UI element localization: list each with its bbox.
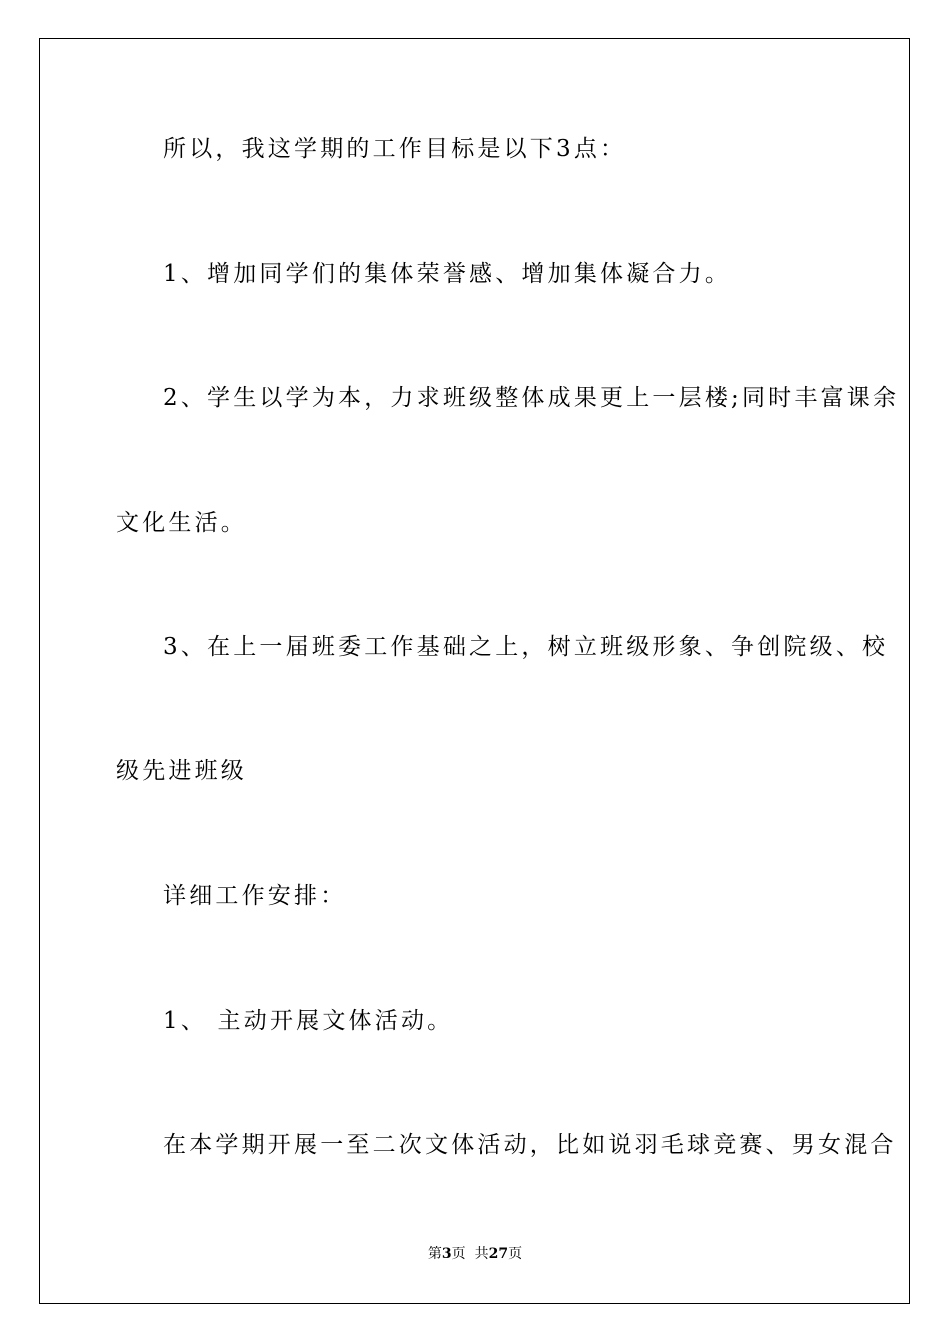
page-footer — [0, 1245, 950, 1263]
paragraph-goal-3: 3、在上一届班委工作基础之上，树立班级形象、争创院级、校 — [163, 634, 889, 660]
paragraph-goal-2-continued: 文化生活。 — [116, 510, 247, 536]
footer-page-mid: 页 共 — [451, 1246, 489, 1262]
paragraph-goal-2: 2、学生以学为本，力求班级整体成果更上一层楼;同时丰富课余 — [163, 385, 900, 411]
footer-current-page: 3 — [441, 1246, 452, 1262]
page-border — [39, 38, 910, 1304]
footer-page-suffix: 页 — [508, 1246, 523, 1262]
paragraph-goal-3-continued: 级先进班级 — [116, 758, 247, 784]
paragraph-goal-1: 1、增加同学们的集体荣誉感、增加集体凝合力。 — [163, 261, 732, 287]
footer-page-prefix: 第 — [427, 1246, 442, 1262]
paragraph-arrangement-1: 1、 主动开展文体活动。 — [163, 1008, 454, 1034]
paragraph-arrangement-1-detail: 在本学期开展一至二次文体活动，比如说羽毛球竞赛、男女混合 — [163, 1132, 897, 1158]
paragraph-goals-intro: 所以，我这学期的工作目标是以下3点： — [163, 136, 627, 162]
footer-total-pages: 27 — [488, 1246, 509, 1262]
paragraph-arrangement-heading: 详细工作安排： — [163, 883, 347, 909]
